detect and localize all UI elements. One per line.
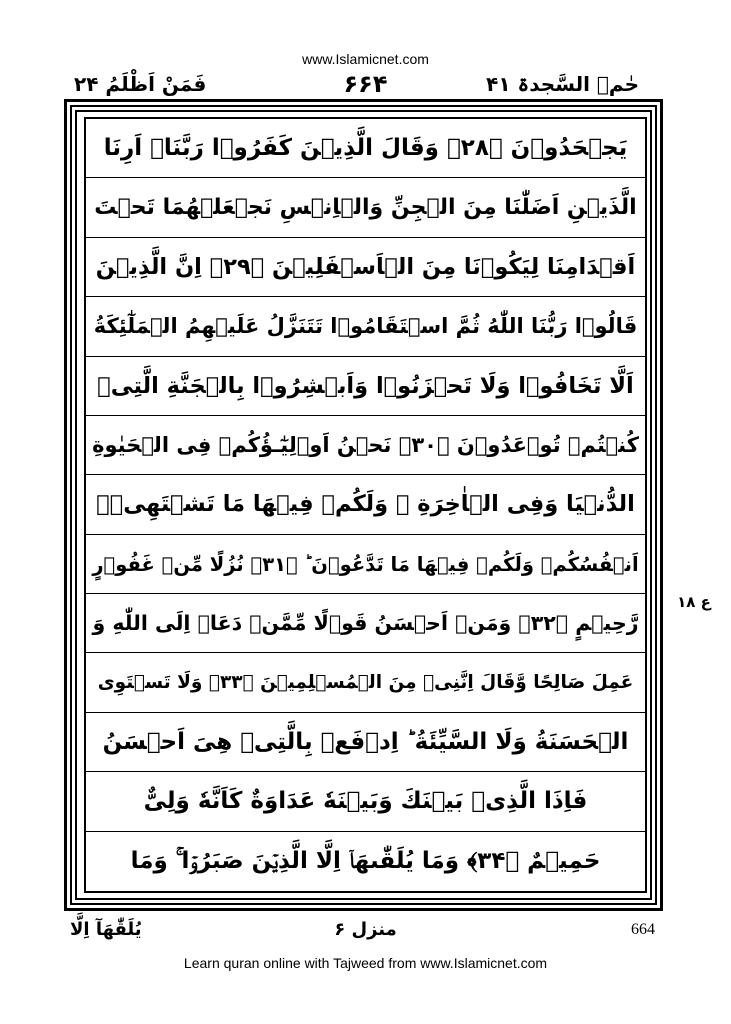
surah-name: حٰمۤ السَّجدۃ ۴۱ bbox=[486, 72, 639, 96]
footer-learn-link[interactable]: Learn quran online with Tajweed from www.Islamicnet.com bbox=[183, 955, 548, 971]
page-number: 664 bbox=[631, 921, 655, 938]
verse-line: رَّحِيۡمٍ ﴿۳۲﴾ وَمَنۡ اَحۡسَنُ قَوۡلًا مِّمَّنۡ دَعَاۤ اِلَى اللّٰهِ وَ bbox=[86, 594, 645, 653]
juz-name: فَمَنْ اَظْلَمُ ۲۴ bbox=[74, 72, 207, 96]
verse-line: الَّذَيۡنِ اَضَلّٰنَا مِنَ الۡجِنِّ وَالۡاِنۡسِ نَجۡعَلۡهُمَا تَحۡتَ bbox=[86, 178, 645, 237]
verse-line: قَالُوۡا رَبُّنَا اللّٰهُ ثُمَّ اسۡتَقَامُوۡا تَتَنَزَّلُ عَلَيۡهِمُ الۡمَلٰٓئِكَةُ bbox=[86, 297, 645, 356]
page-number-arabic: ۶۶۴ bbox=[343, 70, 388, 98]
verse-line: فَاِذَا الَّذِىۡ بَيۡنَكَ وَبَيۡنَهٗ عَدَاوَةٌ كَاَنَّهٗ وَلِىٌّ bbox=[86, 772, 645, 831]
verse-line: الدُّنۡيَا وَفِى الۡاٰخِرَةِ ۚ وَلَكُمۡ فِيۡهَا مَا تَشۡتَهِىۡۤ bbox=[86, 475, 645, 534]
site-url[interactable]: www.Islamicnet.com bbox=[302, 51, 429, 67]
manzil-label: منزل ۶ bbox=[334, 919, 397, 940]
verse-line: عَمِلَ صَالِحًا وَّقَالَ اِنَّنِىۡ مِنَ الۡمُسۡلِمِيۡنَ ﴿۳۳﴾ وَلَا تَسۡتَوِى bbox=[86, 653, 645, 712]
verse-line: اَقۡدَامِنَا لِيَكُوۡنَا مِنَ الۡاَسۡفَلِيۡنَ ﴿۲۹﴾ اِنَّ الَّذِيۡنَ bbox=[86, 238, 645, 297]
verse-line: يَجۡحَدُوۡنَ ﴿۲۸﴾ وَقَالَ الَّذِيۡنَ كَفَرُوۡا رَبَّنَاۤ اَرِنَا bbox=[86, 119, 645, 178]
verse-line: اَنۡفُسُكُمۡ وَلَكُمۡ فِيۡهَا مَا تَدَّعُوۡنَ ؕ ﴿۳۱﴾ نُزُلًا مِّنۡ غَفُوۡرٍ bbox=[86, 535, 645, 594]
verse-line: الۡحَسَنَةُ وَلَا السَّيِّئَةُ ؕ اِدۡفَعۡ بِالَّتِىۡ هِىَ اَحۡسَنُ bbox=[86, 713, 645, 772]
verse-line: اَلَّا تَخَافُوۡا وَلَا تَحۡزَنُوۡا وَاَبۡشِرُوۡا بِالۡجَنَّةِ الَّتِىۡ bbox=[86, 357, 645, 416]
catchword: يُلَقّٰهَآ اِلَّا bbox=[70, 919, 142, 940]
verse-line: كُنۡتُمۡ تُوۡعَدُوۡنَ ﴿۳۰﴾ نَحۡنُ اَوۡلِيٰٓـؤُكُمۡ فِى الۡحَيٰوةِ bbox=[86, 416, 645, 475]
ruku-marker: ع ۱۸ bbox=[677, 593, 711, 611]
verse-text-block bbox=[86, 119, 645, 891]
verse-line: حَمِيۡمٌ ﴿۳۴﴾ وَمَا يُلَقّٰٮهَاۤ اِلَّا الَّذِيۡنَ صَبَرُوۡا ۚ وَمَا bbox=[130, 847, 601, 874]
